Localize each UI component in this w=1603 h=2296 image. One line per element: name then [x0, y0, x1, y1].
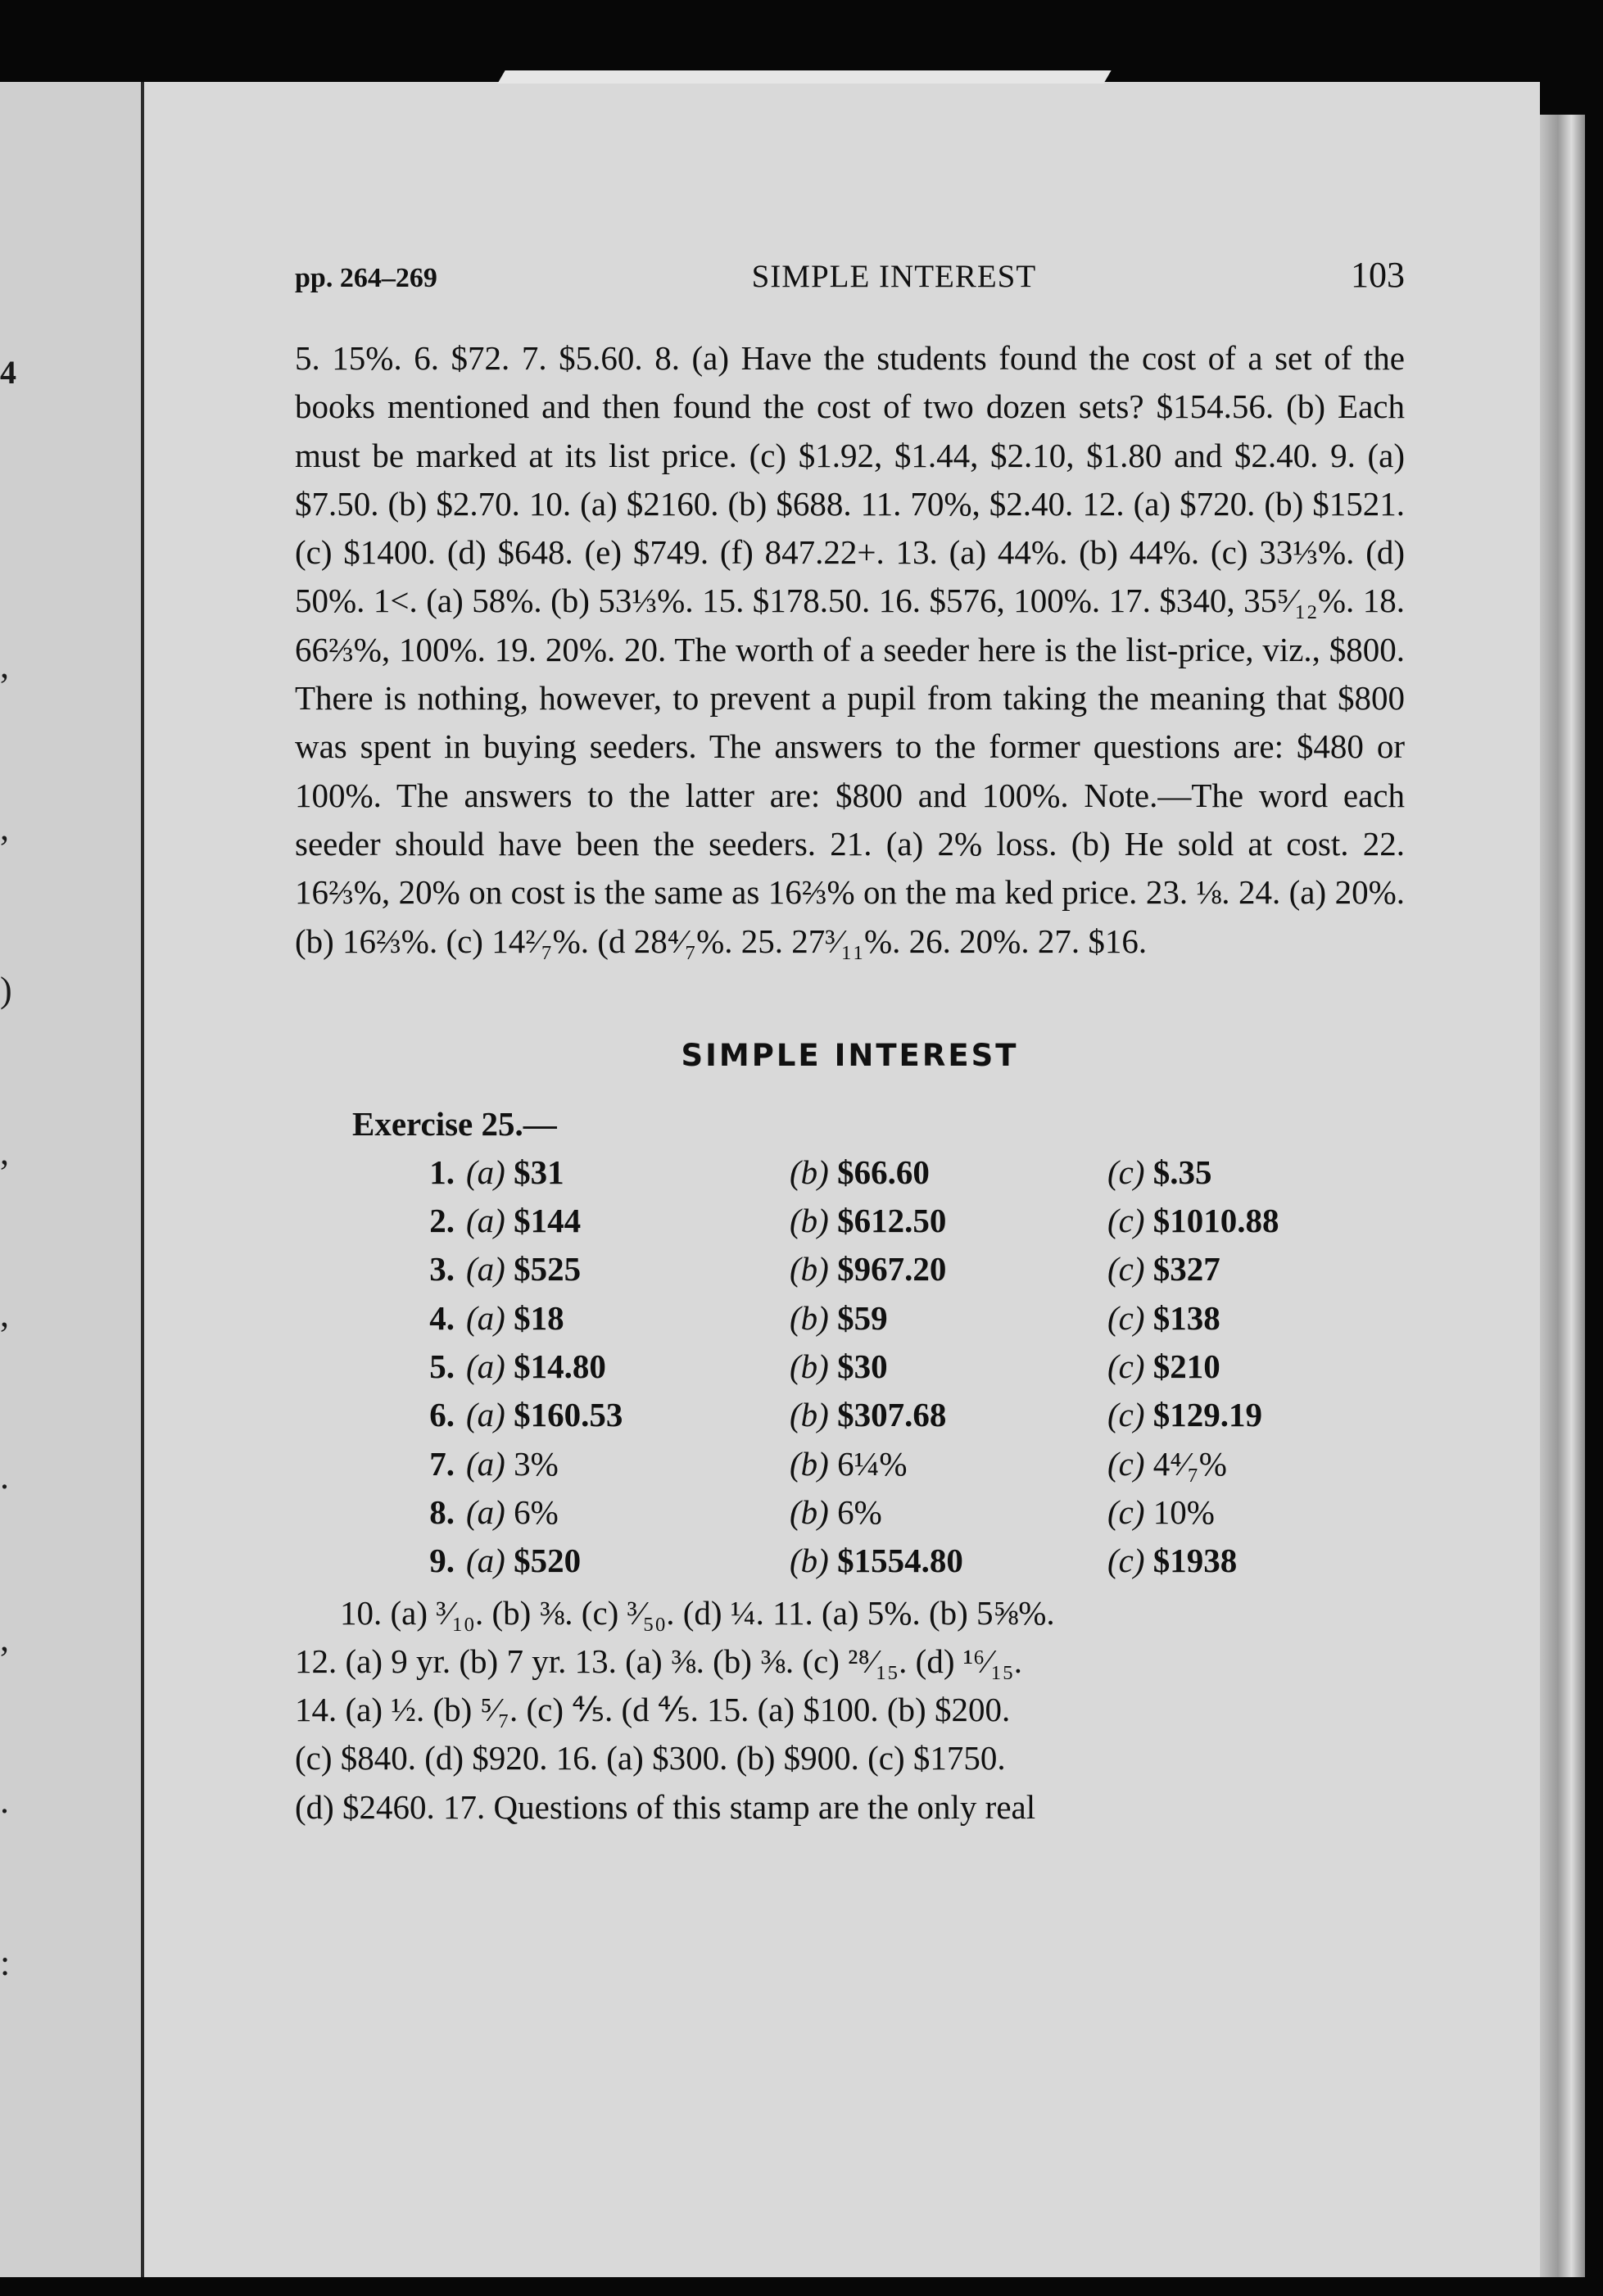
question-number: 9.	[429, 1542, 455, 1580]
answer-part-b	[790, 1294, 1107, 1343]
part-label: (a)	[466, 1542, 505, 1580]
part-label: (b)	[790, 1202, 829, 1240]
answer-value: $66.60	[837, 1153, 930, 1191]
answer-part-a	[466, 1537, 790, 1585]
answer-row	[377, 1391, 1353, 1439]
margin-mark: .	[0, 1781, 9, 1821]
margin-mark: ,	[0, 1294, 9, 1334]
answer-part-b	[790, 1343, 1107, 1391]
text-line: 14. (a) ½. (b) ⁵⁄₇. (c) ⅘. (d ⅘. 15. (a) $100. (b) $200.	[295, 1691, 1011, 1729]
part-label: (c)	[1107, 1492, 1145, 1531]
answer-part-c	[1107, 1245, 1353, 1293]
part-label: (a)	[466, 1202, 505, 1240]
question-number: 3.	[429, 1250, 455, 1288]
answers-paragraph: 5. 15%. 6. $72. 7. $5.60. 8. (a) Have the students found the cost of a set of the books mentioned and then found the cost of two dozen sets? $154.56. (b) Each must be marked at its list price. (c) $1.92, $1.44, $2.10, $1.80 and $2.40. 9. (a) $7.50. (b) $2.70. 10. (a) $2160. (b) $688. 11. 70%, $2.40. 12. (a) $720. (b) $1521. (c) $1400. (d) $648. (e) $749. (f) 847.22+. 13. (a) 44%. (b) 44%. (c) 33⅓%. (d) 50%. 1<. (a) 58%. (b) 53⅓%. 15. $178.50. 16. $576, 100%. 17. $340, 35⁵⁄₁₂%. 18. 66⅔%, 100%. 19. 20%. 20. The worth of a seeder here is the list-price, viz., $800. There is nothing, however, to prevent a pupil from taking the meaning that $800 was spent in buying seeders. The answers to the former questions are: $480 or 100%. The answers to the latter are: $800 and 100%. Note.—The word each seeder should have been the seeders. 21. (a) 2% loss. (b) He sold at cost. 22. 16⅔%, 20% on cost is the same as 16⅔% on the ma ked price. 23. ⅛. 24. (a) 20%. (b) 16⅔%. (c) 14²⁄₇%. (d 28⁴⁄₇%. 25. 27³⁄₁₁%. 26. 20%. 27. $16.	[295, 339, 1405, 960]
answer-value: $327	[1152, 1250, 1220, 1288]
answer-part-b	[790, 1197, 1107, 1245]
answer-value: 10%	[1152, 1492, 1215, 1531]
question-number: 7.	[429, 1444, 455, 1483]
part-label: (a)	[466, 1250, 505, 1288]
answer-value: $59	[837, 1298, 888, 1337]
answer-value: $210	[1152, 1347, 1220, 1386]
answers-continued	[295, 1589, 1405, 1832]
text-line: 12. (a) 9 yr. (b) 7 yr. 13. (a) ⅜. (b) ⅜. (c) ²⁸⁄₁₅. (d) ¹⁶⁄₁₅.	[295, 1642, 1023, 1680]
answer-value: $31	[514, 1153, 564, 1191]
answer-part-c	[1107, 1391, 1353, 1439]
page-stack-edge	[1540, 115, 1585, 2277]
part-label: (b)	[790, 1347, 829, 1386]
answer-part-a	[466, 1391, 790, 1439]
answer-part-b	[790, 1391, 1107, 1439]
answer-value: 3%	[514, 1444, 559, 1483]
part-label: (b)	[790, 1492, 829, 1531]
part-label: (c)	[1107, 1542, 1145, 1580]
part-label: (c)	[1107, 1396, 1145, 1434]
section-title: SIMPLE INTEREST	[681, 1037, 1019, 1073]
answer-row	[377, 1537, 1353, 1585]
part-label: (c)	[1107, 1347, 1145, 1386]
part-label: (a)	[466, 1347, 505, 1386]
answer-value: $307.68	[837, 1396, 947, 1434]
answer-row	[377, 1197, 1353, 1245]
question-number: 2.	[429, 1202, 455, 1240]
answer-value: $1938	[1152, 1542, 1238, 1580]
margin-mark: ,	[0, 645, 9, 686]
answer-value: $138	[1152, 1298, 1220, 1337]
answer-value: $1554.80	[837, 1542, 963, 1580]
answer-part-c	[1107, 1488, 1353, 1537]
running-head	[295, 254, 1405, 319]
answer-part-c	[1107, 1343, 1353, 1391]
answer-row	[377, 1440, 1353, 1488]
part-label: (a)	[466, 1298, 505, 1337]
page-number: 103	[1350, 255, 1405, 295]
text-line: (d) $2460. 17. Questions of this stamp are the only real	[295, 1787, 1036, 1826]
part-label: (a)	[466, 1492, 505, 1531]
margin-mark: .	[0, 1456, 9, 1497]
margin-mark: ,	[0, 1132, 9, 1172]
part-label: (a)	[466, 1153, 505, 1191]
answer-part-c	[1107, 1440, 1353, 1488]
answer-part-b	[790, 1440, 1107, 1488]
answer-part-c	[1107, 1537, 1353, 1585]
answer-value: $967.20	[837, 1250, 947, 1288]
answer-part-c	[1107, 1148, 1353, 1197]
answer-value: $144	[514, 1202, 582, 1240]
answer-part-b	[790, 1245, 1107, 1293]
answer-part-b	[790, 1148, 1107, 1197]
answer-value: $1010.88	[1152, 1202, 1279, 1240]
answer-part-c	[1107, 1294, 1353, 1343]
part-label: (a)	[466, 1444, 505, 1483]
part-label: (c)	[1107, 1153, 1145, 1191]
answer-part-a	[466, 1148, 790, 1197]
margin-mark: )	[0, 970, 12, 1010]
part-label: (b)	[790, 1153, 829, 1191]
question-number: 5.	[429, 1347, 455, 1386]
answer-row	[377, 1294, 1353, 1343]
page-content	[295, 254, 1405, 1832]
page-range: pp. 264–269	[295, 263, 437, 293]
margin-mark: ,	[0, 808, 9, 848]
running-title: SIMPLE INTEREST	[751, 259, 1037, 294]
answer-part-c	[1107, 1197, 1353, 1245]
answer-row	[377, 1343, 1353, 1391]
previous-page-margin	[0, 82, 141, 2277]
part-label: (b)	[790, 1250, 829, 1288]
part-label: (a)	[466, 1396, 505, 1434]
answer-value: $18	[514, 1298, 564, 1337]
previous-page-number-fragment: 4	[0, 354, 16, 391]
answer-part-b	[790, 1488, 1107, 1537]
part-label: (c)	[1107, 1444, 1145, 1483]
question-number: 8.	[429, 1492, 455, 1531]
answer-value: $160.53	[514, 1396, 623, 1434]
answer-part-a	[466, 1440, 790, 1488]
margin-mark: :	[0, 1943, 11, 1983]
part-label: (c)	[1107, 1250, 1145, 1288]
part-label: (b)	[790, 1444, 829, 1483]
answer-value: $129.19	[1152, 1396, 1263, 1434]
answer-value: $525	[514, 1250, 582, 1288]
text-line: (c) $840. (d) $920. 16. (a) $300. (b) $900. (c) $1750.	[295, 1739, 1006, 1777]
part-label: (b)	[790, 1396, 829, 1434]
answer-part-a	[466, 1245, 790, 1293]
answers-table	[377, 1148, 1353, 1586]
answer-part-a	[466, 1343, 790, 1391]
answer-value: $520	[514, 1542, 582, 1580]
answer-value: $612.50	[837, 1202, 947, 1240]
page-gutter	[141, 82, 144, 2277]
answer-value: $.35	[1152, 1153, 1212, 1191]
answer-value: 6¼%	[837, 1444, 908, 1483]
exercise-label: Exercise 25.—	[352, 1104, 557, 1143]
question-number: 4.	[429, 1298, 455, 1337]
answer-row	[377, 1245, 1353, 1293]
answer-value: $14.80	[514, 1347, 606, 1386]
text-line: 10. (a) ³⁄₁₀. (b) ⅜. (c) ³⁄₅₀. (d) ¼. 11. (a) 5%. (b) 5⅝%.	[340, 1593, 1055, 1632]
part-label: (b)	[790, 1298, 829, 1337]
answer-part-a	[466, 1294, 790, 1343]
page-top-edge	[497, 70, 1111, 84]
part-label: (c)	[1107, 1298, 1145, 1337]
previous-page-text-fragments	[0, 238, 33, 2099]
part-label: (b)	[790, 1542, 829, 1580]
answer-value: 6%	[514, 1492, 559, 1531]
answer-value: 6%	[837, 1492, 882, 1531]
answer-row	[377, 1488, 1353, 1537]
margin-mark: ,	[0, 1619, 9, 1659]
answer-part-a	[466, 1197, 790, 1245]
answer-part-a	[466, 1488, 790, 1537]
answer-row	[377, 1148, 1353, 1197]
question-number: 1.	[429, 1153, 455, 1191]
answer-part-b	[790, 1537, 1107, 1585]
part-label: (c)	[1107, 1202, 1145, 1240]
question-number: 6.	[429, 1396, 455, 1434]
answer-value: $30	[837, 1347, 888, 1386]
answer-value: 4⁴⁄₇%	[1152, 1444, 1227, 1483]
